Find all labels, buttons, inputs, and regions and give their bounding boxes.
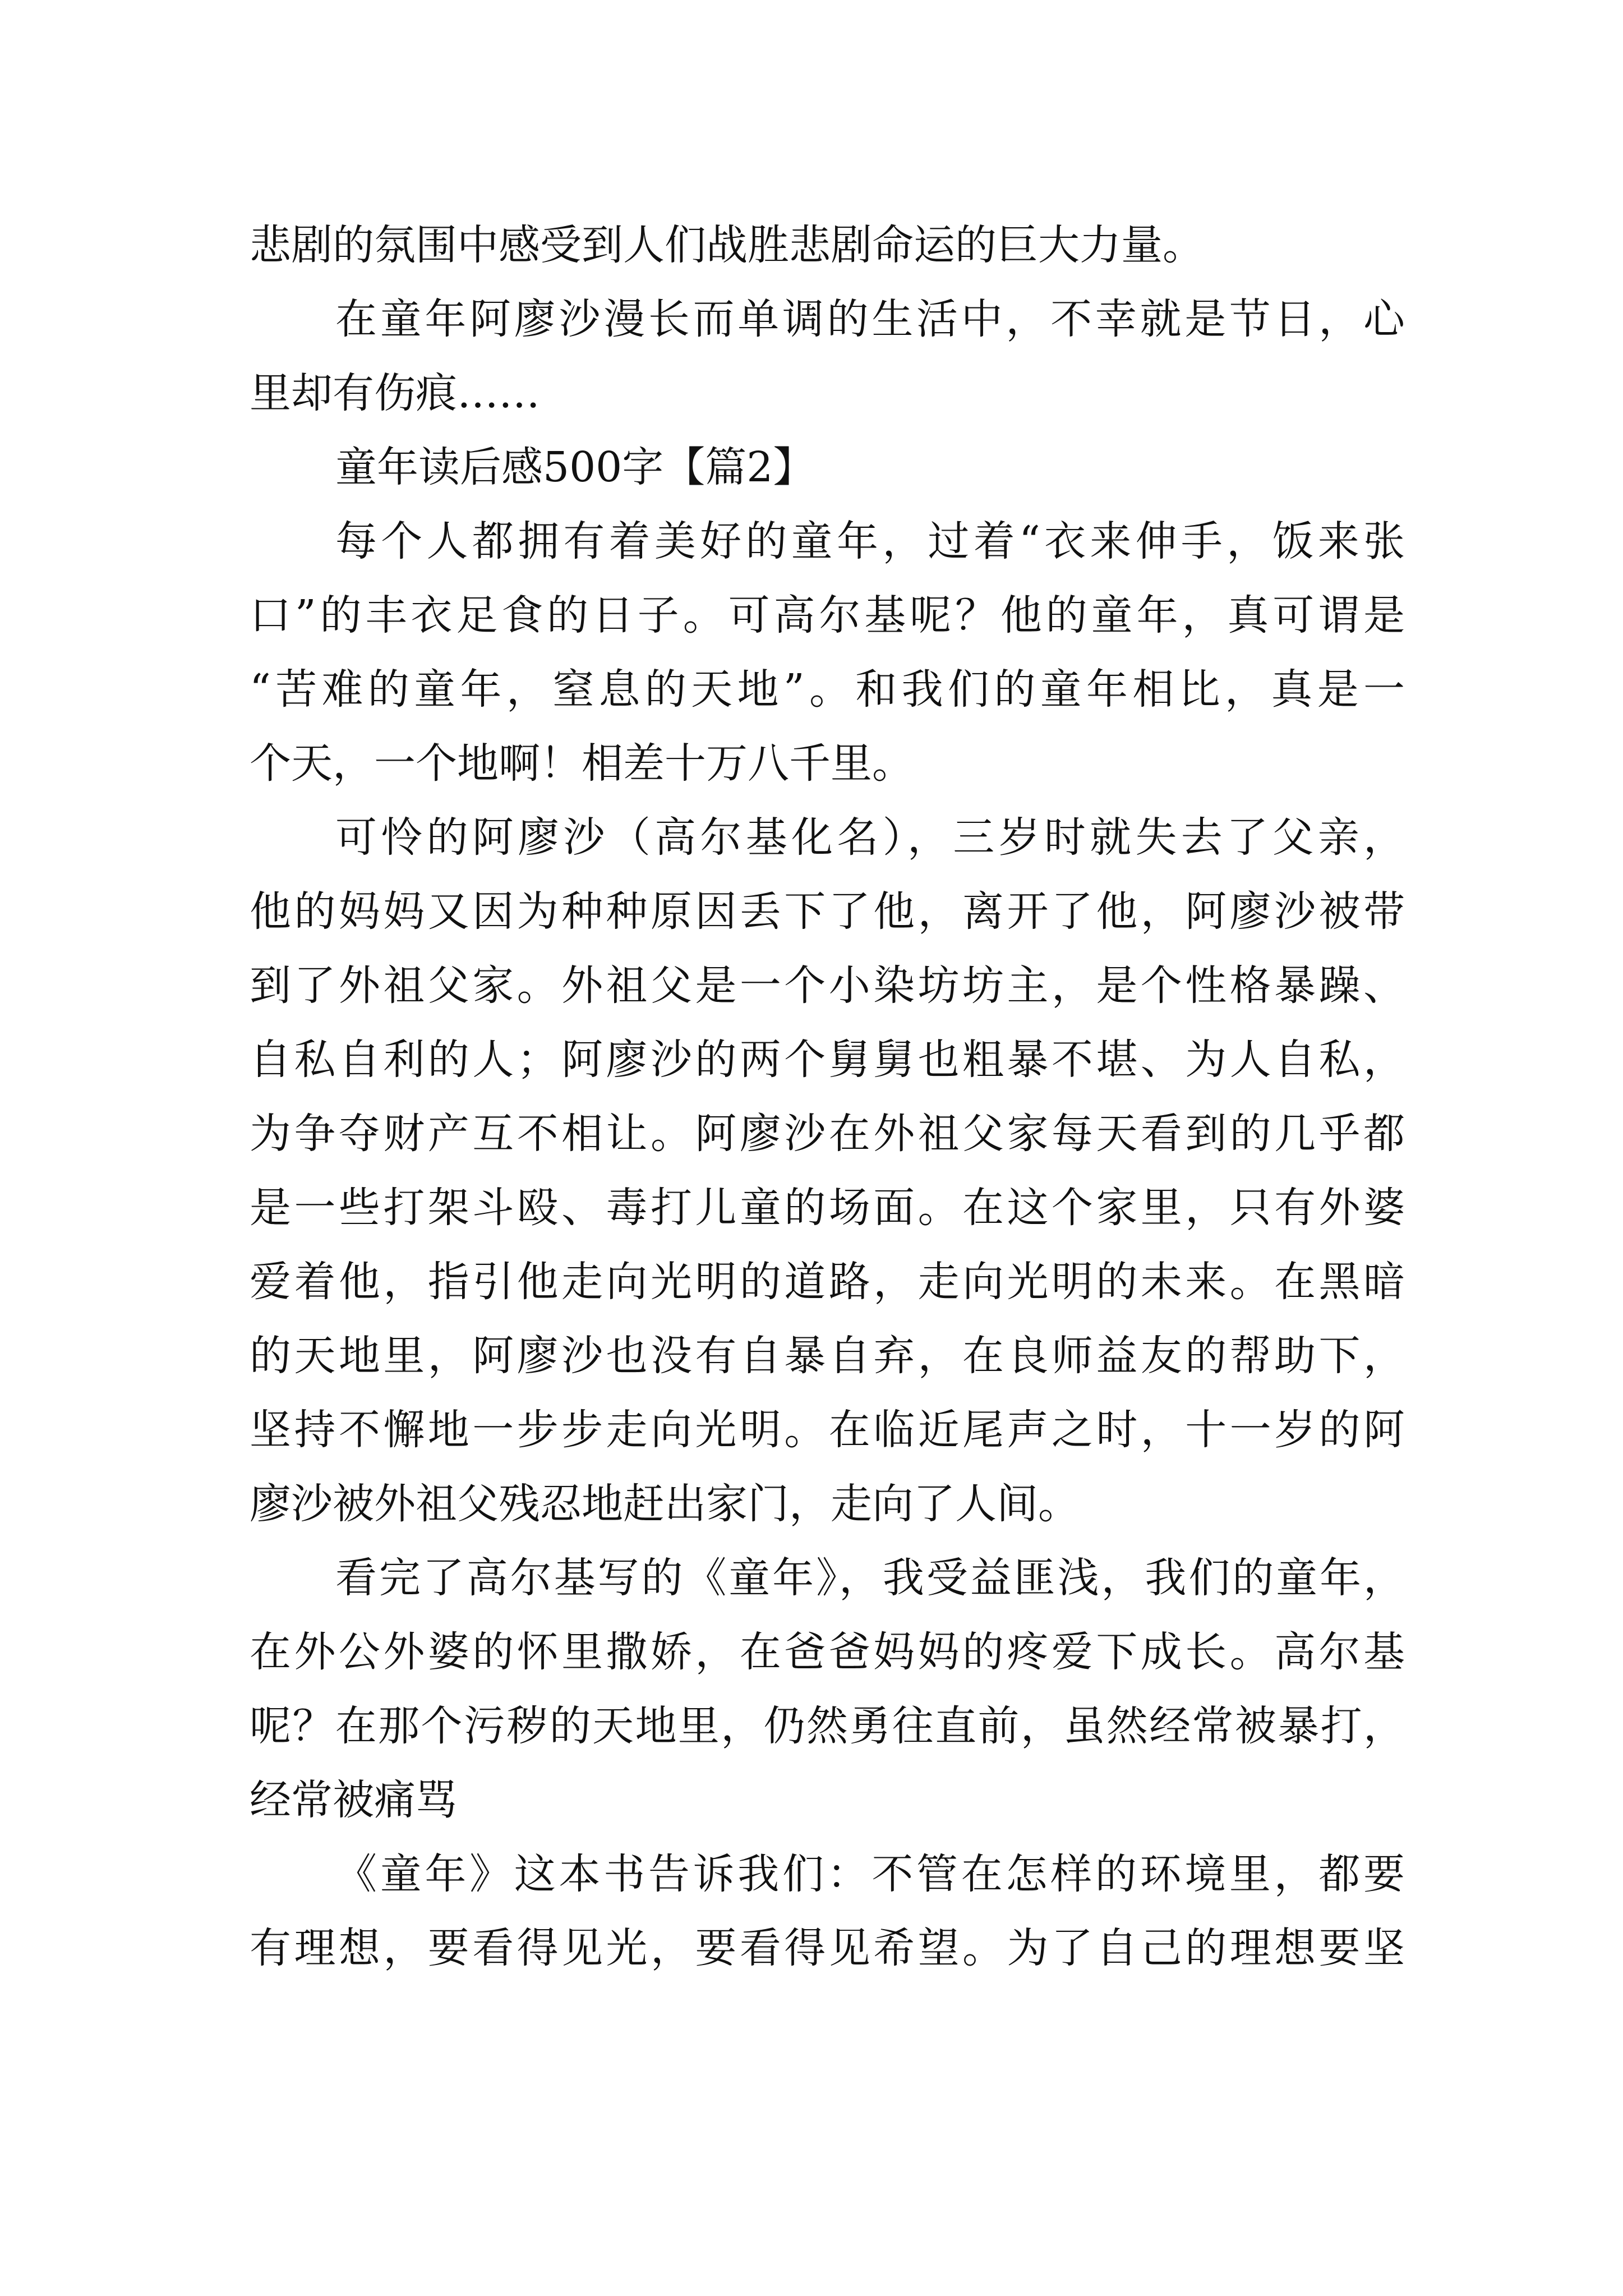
paragraph-line: 是一些打架斗殴、毒打儿童的场面。在这个家里，只有外婆 <box>250 1184 1405 1232</box>
section-heading: 童年读后感500字【篇2】 <box>335 443 815 491</box>
paragraph-line: 爱着他，指引他走向光明的道路，走向光明的未来。在黑暗 <box>250 1258 1405 1306</box>
paragraph-line: 他的妈妈又因为种种原因丢下了他，离开了他，阿廖沙被带 <box>250 887 1405 936</box>
paragraph-line: 自私自利的人；阿廖沙的两个舅舅也粗暴不堪、为人自私， <box>250 1036 1405 1084</box>
paragraph-line: 悲剧的氛围中感受到人们战胜悲剧命运的巨大力量。 <box>250 221 1204 269</box>
paragraph-line: 经常被痛骂 <box>250 1776 457 1824</box>
paragraph-line: “苦难的童年，窒息的天地”。和我们的童年相比，真是一 <box>250 665 1405 714</box>
paragraph-line: 的天地里，阿廖沙也没有自暴自弃，在良师益友的帮助下， <box>250 1332 1405 1380</box>
paragraph-line: 《童年》这本书告诉我们：不管在怎样的环境里，都要 <box>335 1850 1405 1898</box>
paragraph-line: 呢？在那个污秽的天地里，仍然勇往直前，虽然经常被暴打， <box>250 1702 1405 1750</box>
paragraph-line: 个天，一个地啊！相差十万八千里。 <box>250 739 914 788</box>
paragraph-line: 坚持不懈地一步步走向光明。在临近尾声之时，十一岁的阿 <box>250 1406 1405 1454</box>
paragraph-line: 在童年阿廖沙漫长而单调的生活中，不幸就是节日，心 <box>335 295 1405 343</box>
paragraph-line: 每个人都拥有着美好的童年，过着“衣来伸手，饭来张 <box>335 517 1405 565</box>
paragraph-line: 可怜的阿廖沙（高尔基化名），三岁时就失去了父亲， <box>335 813 1405 862</box>
paragraph-line: 廖沙被外祖父残忍地赶出家门，走向了人间。 <box>250 1480 1080 1528</box>
paragraph-line: 看完了高尔基写的《童年》，我受益匪浅，我们的童年， <box>335 1554 1405 1602</box>
paragraph-line: 口”的丰衣足食的日子。可高尔基呢？他的童年，真可谓是 <box>250 591 1405 639</box>
paragraph-line: 在外公外婆的怀里撒娇，在爸爸妈妈的疼爱下成长。高尔基 <box>250 1628 1405 1676</box>
paragraph-line: 为争夺财产互不相让。阿廖沙在外祖父家每天看到的几乎都 <box>250 1110 1405 1158</box>
paragraph-line: 里却有伤痕…… <box>250 369 540 417</box>
paragraph-line: 到了外祖父家。外祖父是一个小染坊坊主，是个性格暴躁、 <box>250 961 1405 1010</box>
paragraph-line: 有理想，要看得见光，要看得见希望。为了自己的理想要坚 <box>250 1924 1405 1972</box>
